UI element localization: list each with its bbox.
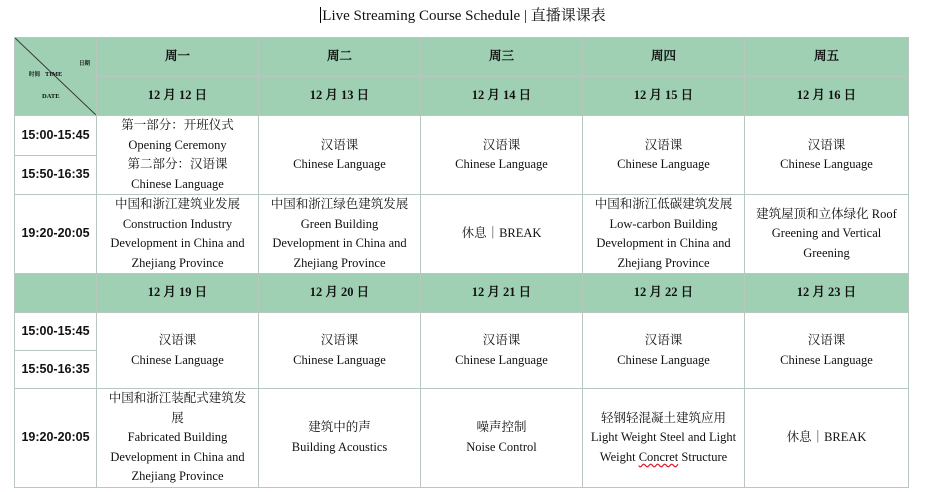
title-en: Live Streaming Course Schedule [322, 8, 521, 24]
course-cn: 轻钢轻混凝土建筑应用 [600, 410, 726, 425]
course-en: Building Acoustics [291, 439, 388, 454]
course-cell [583, 195, 745, 274]
course-cell [421, 116, 583, 195]
course-cell [745, 313, 909, 389]
course-en: Development in China and [110, 449, 245, 464]
course-cn: 汉语课 [482, 137, 521, 152]
course-cn: 汉语课 [482, 333, 521, 347]
date-cell: 12 月 15 日 [583, 77, 745, 116]
course-cn: 展 [171, 410, 184, 425]
course-en: Greening and Vertical [771, 226, 882, 241]
corner-cell [15, 38, 97, 116]
course-cn: 中国和浙江装配式建筑发 [108, 391, 247, 405]
course-cn: 建筑中的声 [308, 420, 371, 435]
course-en: Chinese Language [617, 352, 710, 367]
course-en: Structure [678, 449, 728, 464]
course-en: Chinese Language [293, 352, 386, 367]
title-cn: 直播课课表 [530, 8, 606, 24]
course-cell [259, 195, 421, 274]
date-cell: 12 月 16 日 [745, 77, 909, 116]
week2-slot1-row [15, 313, 909, 351]
course-en: Construction Industry [122, 216, 233, 231]
course-cell [259, 313, 421, 389]
course-en: Development in China and [110, 236, 245, 250]
date-cell: 12 月 12 日 [97, 77, 259, 116]
date-row-week1 [15, 77, 909, 116]
course-en: Noise Control [466, 439, 537, 454]
course-cn: 汉语课 [807, 333, 846, 347]
course-en: Development in China and [596, 236, 731, 250]
course-cn: 中国和浙江建筑业发展 [114, 197, 240, 211]
corner-time-en: TIME [45, 71, 63, 78]
date-cell: 12 月 23 日 [745, 274, 909, 313]
course-en: Greening [803, 245, 850, 260]
course-cell [583, 389, 745, 488]
course-cn: 建筑屋顶和立体绿化 Roof [756, 206, 897, 221]
course-cell [97, 195, 259, 274]
course-en: Chinese Language [617, 157, 710, 171]
course-en: Opening Ceremony [128, 137, 227, 152]
break-text: 休息｜BREAK [461, 226, 542, 241]
date-cell: 12 月 14 日 [421, 77, 583, 116]
course-en: Green Building [300, 216, 379, 231]
break-cell [745, 389, 909, 488]
course-en: Development in China and [272, 236, 407, 250]
course-cell [97, 313, 259, 389]
course-cn: 汉语课 [644, 333, 683, 347]
course-en: Chinese Language [455, 352, 548, 367]
date-cell: 12 月 20 日 [259, 274, 421, 313]
week1-slot1-row [15, 116, 909, 156]
course-en: Chinese Language [455, 157, 548, 171]
course-en: Light Weight Steel and Light [590, 430, 737, 444]
time-slot: 15:50-16:35 [15, 351, 97, 389]
title-separator: | [523, 8, 527, 24]
course-en: Zhejiang Province [293, 255, 386, 270]
date-cell: 12 月 21 日 [421, 274, 583, 313]
course-en: Chinese Language [780, 157, 873, 171]
time-slot: 15:00-15:45 [15, 313, 97, 351]
course-cell [583, 313, 745, 389]
date-cell: 12 月 13 日 [259, 77, 421, 116]
course-cell [97, 116, 259, 195]
page-title [0, 6, 926, 26]
time-slot: 19:20-20:05 [15, 195, 97, 274]
course-en-line [585, 448, 742, 468]
empty-header-cell [15, 274, 97, 313]
weekday-fri: 周五 [745, 38, 909, 77]
time-slot: 15:50-16:35 [15, 155, 97, 195]
course-en: Fabricated Building [127, 430, 228, 444]
time-slot: 19:20-20:05 [15, 389, 97, 488]
weekday-mon: 周一 [97, 38, 259, 77]
course-cell [745, 116, 909, 195]
course-cn: 汉语课 [158, 333, 197, 347]
weekday-wed: 周三 [421, 38, 583, 77]
weekday-row [15, 38, 909, 77]
course-cn: 中国和浙江绿色建筑发展 [270, 197, 409, 211]
course-en: Weight [599, 449, 639, 464]
course-cell [97, 389, 259, 488]
break-text: 休息｜BREAK [786, 430, 867, 444]
date-row-week2 [15, 274, 909, 313]
course-en: Zhejiang Province [131, 255, 224, 270]
course-cell [421, 313, 583, 389]
course-cell [259, 389, 421, 488]
corner-date-cn: 日期 [78, 61, 90, 67]
course-cell [259, 116, 421, 195]
weekday-tue: 周二 [259, 38, 421, 77]
week1-evening-row [15, 195, 909, 274]
weekday-thu: 周四 [583, 38, 745, 77]
course-en: Chinese Language [293, 157, 386, 171]
course-cn: 第二部分：汉语课 [127, 157, 228, 171]
week2-evening-row [15, 389, 909, 488]
break-cell [421, 195, 583, 274]
course-en: Chinese Language [131, 352, 224, 367]
course-en: Zhejiang Province [131, 469, 224, 483]
corner-time-cn: 时间 [29, 72, 41, 78]
course-en: Zhejiang Province [617, 255, 710, 270]
course-cn: 第一部分：开班仪式 [121, 118, 234, 132]
course-cell [421, 389, 583, 488]
schedule-table [14, 37, 909, 488]
course-cn: 噪声控制 [476, 420, 527, 435]
corner-date-en: DATE [42, 93, 60, 100]
course-cn: 中国和浙江低碳建筑发展 [594, 197, 733, 211]
course-en: Chinese Language [131, 176, 224, 191]
course-cn: 汉语课 [320, 333, 359, 347]
course-en: Chinese Language [780, 352, 873, 367]
course-cell [583, 116, 745, 195]
course-cell [745, 195, 909, 274]
course-cn: 汉语课 [807, 137, 846, 152]
course-cn: 汉语课 [320, 137, 359, 152]
date-cell: 12 月 22 日 [583, 274, 745, 313]
date-cell: 12 月 19 日 [97, 274, 259, 313]
course-en: Low-carbon Building [609, 216, 718, 231]
time-slot: 15:00-15:45 [15, 116, 97, 156]
spellcheck-word: Concret [638, 449, 679, 464]
course-cn: 汉语课 [644, 137, 683, 152]
